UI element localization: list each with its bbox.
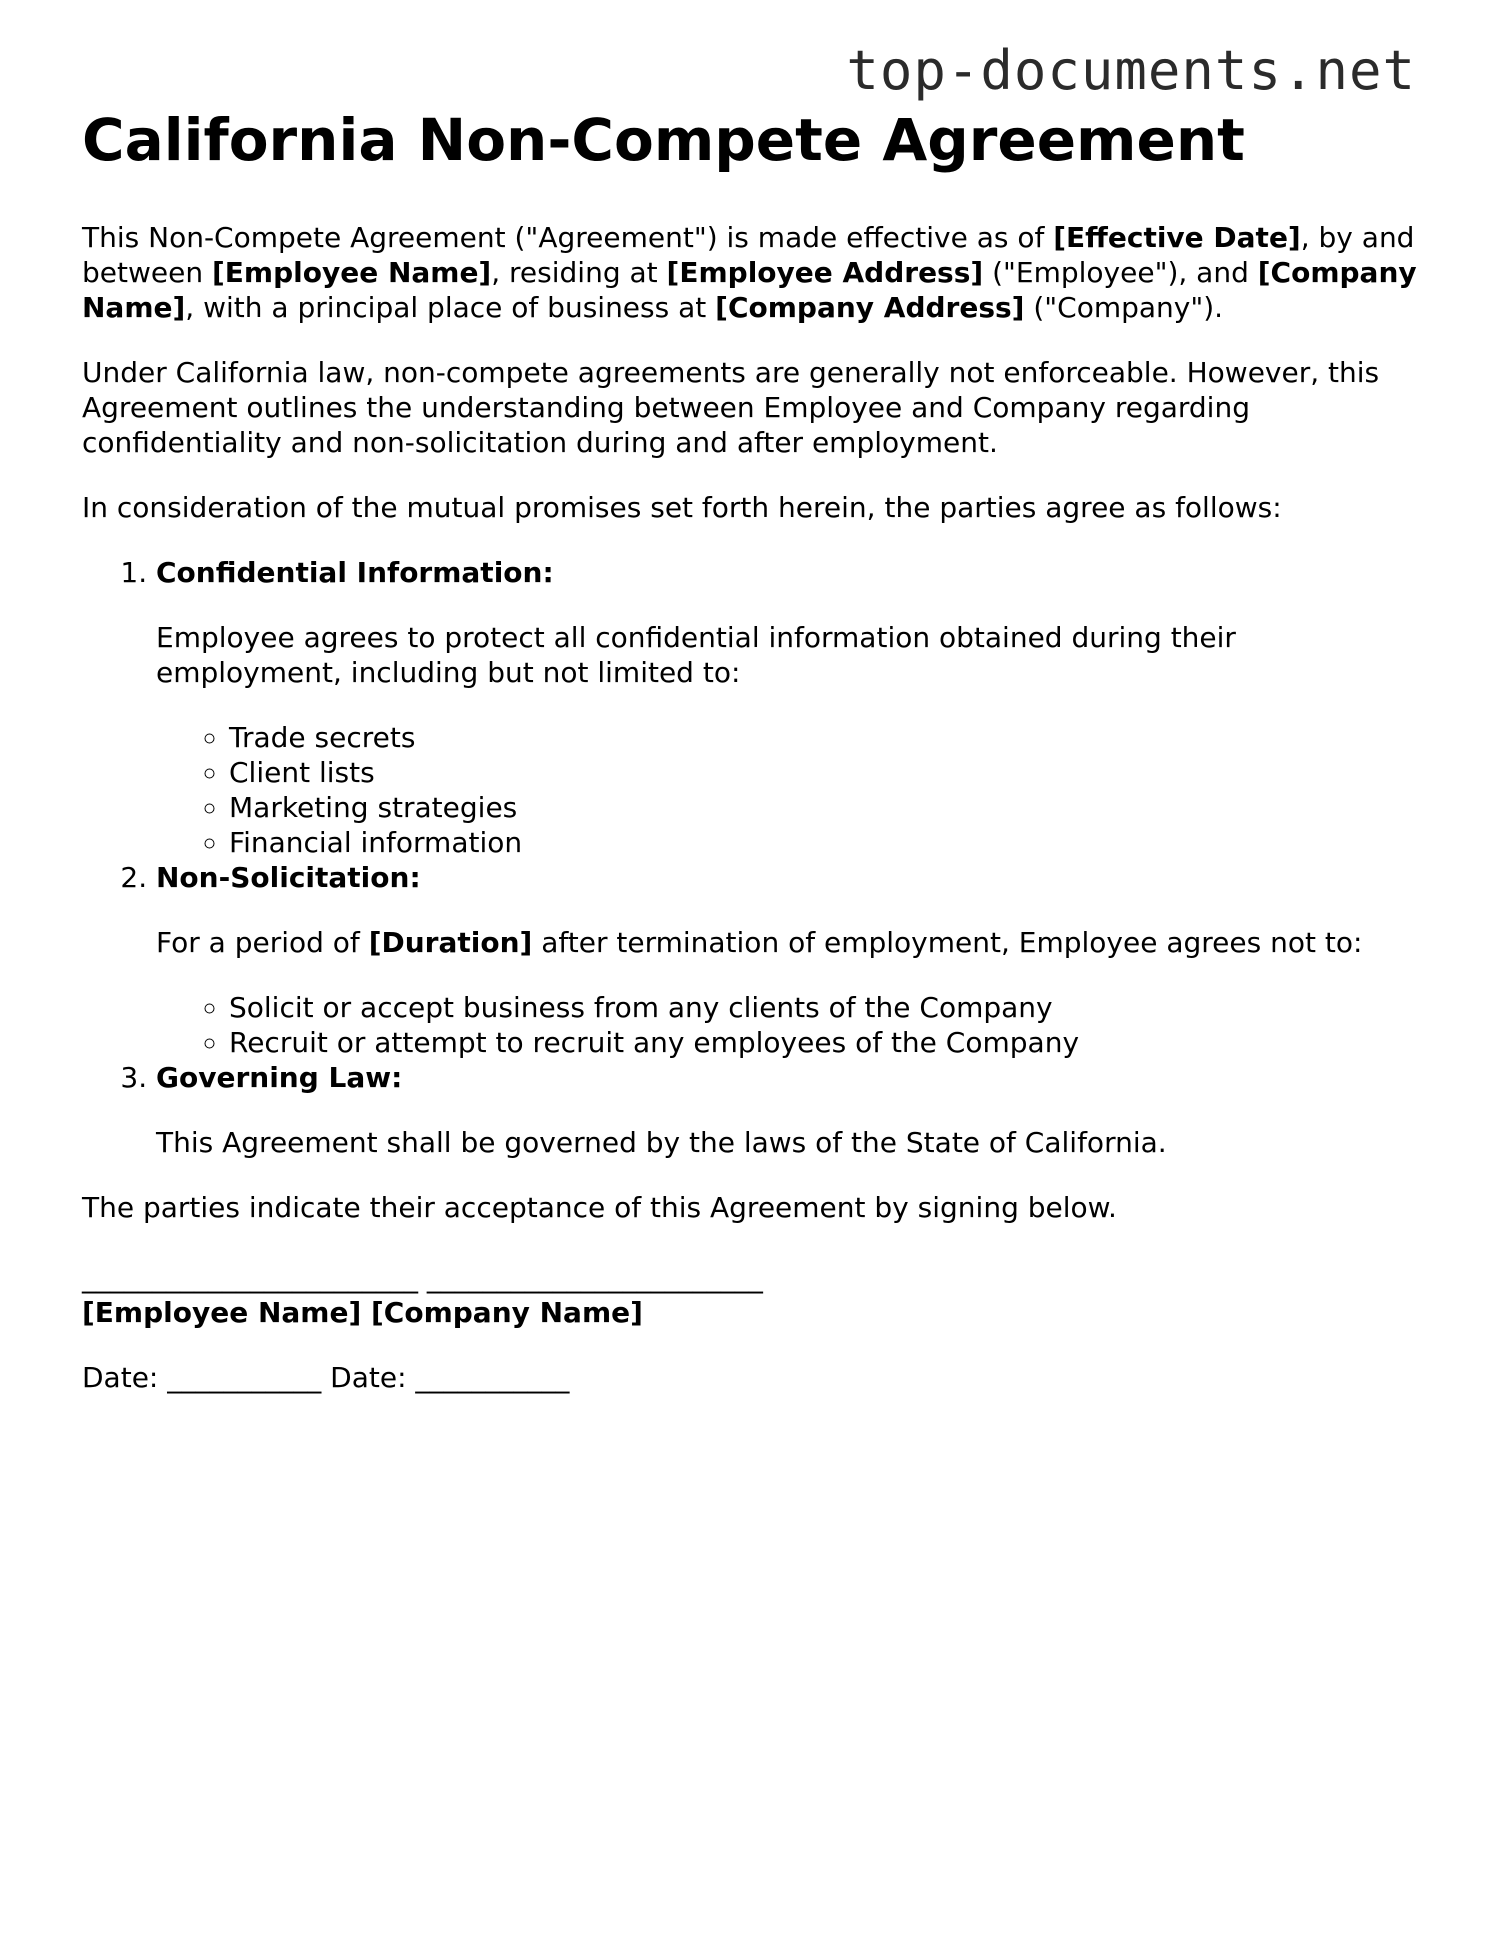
closing-paragraph: The parties indicate their acceptance of this Agreement by signing below. — [82, 1191, 1117, 1224]
company-name-placeholder: [Company Name] — [82, 256, 1417, 324]
confidential-items-list — [156, 720, 1422, 860]
consideration-paragraph: In consideration of the mutual promises set forth herein, the parties agree as follows: — [82, 491, 1282, 524]
section-body: This Agreement shall be governed by the laws of the State of California. — [156, 1126, 1167, 1159]
list-item: ◦ Marketing strategies — [229, 790, 1422, 825]
watermark: top-documents.net — [846, 39, 1416, 102]
document-page — [82, 104, 1422, 1395]
list-item: ◦ Recruit or attempt to recruit any employees of the Company — [229, 1025, 1422, 1060]
california-law-paragraph: Under California law, non-compete agreements are generally not enforceable. However, this Agreement outlines the understanding between Employee and Company regarding confidentiality and non-solicitation during and after employment. — [82, 356, 1380, 459]
section-body-text: For a period of — [156, 926, 369, 959]
intro-paragraph — [82, 220, 1422, 325]
terms-list — [82, 555, 1422, 1160]
document-title: California Non-Compete Agreement — [82, 106, 1245, 174]
section-heading: 1. Confidential Information: — [156, 556, 554, 589]
intro-text-3: , residing at — [491, 256, 667, 289]
section-non-solicitation — [156, 860, 1422, 1060]
section-body — [156, 925, 1422, 960]
list-item: ◦ Trade secrets — [229, 720, 1422, 755]
section-governing-law — [156, 1060, 1422, 1160]
intro-text-5: , with a principal place of business at — [185, 291, 716, 324]
section-heading: 2. Non-Solicitation: — [156, 861, 421, 894]
list-item: ◦ Solicit or accept business from any clients of the Company — [229, 990, 1422, 1025]
company-address-placeholder: [Company Address] — [715, 291, 1025, 324]
intro-text-1: This Non-Compete Agreement ("Agreement") is made effective as of — [82, 221, 1054, 254]
signature-names: [Employee Name] [Company Name] — [82, 1296, 643, 1329]
list-item: ◦ Client lists — [229, 755, 1422, 790]
section-heading: 3. Governing Law: — [156, 1061, 403, 1094]
intro-text-2: , by and between — [82, 221, 1415, 289]
section-body: Employee agrees to protect all confidential information obtained during their employment, including but not limited to: — [156, 621, 1236, 689]
signature-lines: ________________________ ________________________ — [82, 1261, 763, 1294]
list-item: ◦ Financial information — [229, 825, 1422, 860]
intro-text-6: ("Company"). — [1024, 291, 1224, 324]
non-solicitation-items-list — [156, 990, 1422, 1060]
section-body-text: after termination of employment, Employee agrees not to: — [532, 926, 1363, 959]
section-confidential-information — [156, 555, 1422, 860]
intro-text-4: ("Employee"), and — [983, 256, 1258, 289]
signature-dates: Date: ___________ Date: ___________ — [82, 1361, 570, 1394]
effective-date-placeholder: [Effective Date] — [1053, 221, 1301, 254]
employee-name-placeholder: [Employee Name] — [211, 256, 492, 289]
employee-address-placeholder: [Employee Address] — [666, 256, 984, 289]
duration-placeholder: [Duration] — [368, 926, 533, 959]
